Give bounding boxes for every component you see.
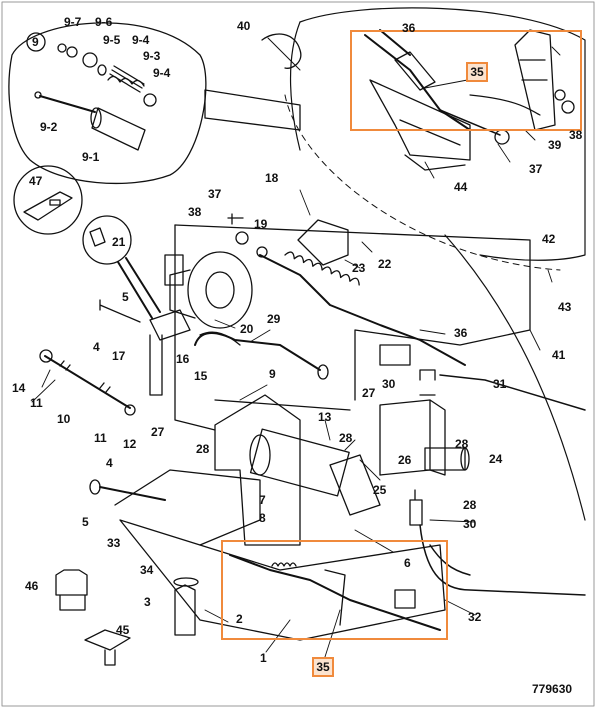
label-8: 8 xyxy=(259,511,266,525)
label-9-3: 9-3 xyxy=(143,49,161,63)
label-44: 44 xyxy=(454,180,468,194)
label-41: 41 xyxy=(552,348,566,362)
highlighted-label-35-top[interactable]: 35 xyxy=(466,62,488,82)
label-45: 45 xyxy=(116,623,130,637)
label-7: 7 xyxy=(259,493,266,507)
label-39: 39 xyxy=(548,138,562,152)
label-11b: 11 xyxy=(94,431,107,445)
label-27b: 27 xyxy=(362,386,376,400)
label-30a: 30 xyxy=(382,377,396,391)
label-9-4b: 9-4 xyxy=(153,66,171,80)
label-4: 4 xyxy=(93,340,100,354)
label-15: 15 xyxy=(194,369,208,383)
label-37-top: 37 xyxy=(529,162,543,176)
label-36: 36 xyxy=(454,326,468,340)
label-28a: 28 xyxy=(196,442,210,456)
label-28b: 28 xyxy=(339,431,353,445)
label-36-top: 36 xyxy=(402,21,416,35)
label-9-4a: 9-4 xyxy=(132,33,150,47)
label-37: 37 xyxy=(208,187,222,201)
label-13: 13 xyxy=(318,410,332,424)
label-16: 16 xyxy=(176,352,190,366)
pipe-29 xyxy=(195,333,320,370)
detail-47-circle xyxy=(14,166,82,234)
label-9-7: 9-7 xyxy=(64,15,82,29)
label-6: 6 xyxy=(404,556,411,570)
label-25: 25 xyxy=(373,483,387,497)
top-plate xyxy=(205,90,300,130)
label-28d: 28 xyxy=(463,498,477,512)
label-10: 10 xyxy=(57,412,71,426)
label-27a: 27 xyxy=(151,425,165,439)
kit-cylinder xyxy=(92,108,145,150)
label-46: 46 xyxy=(25,579,39,593)
rod-10 xyxy=(45,356,130,408)
label-30b: 30 xyxy=(463,517,477,531)
highlight-box-bottom xyxy=(221,540,448,640)
label-2: 2 xyxy=(236,612,243,626)
label-21: 21 xyxy=(112,235,126,249)
figure-number: 779630 xyxy=(532,682,573,696)
pipe-31 xyxy=(440,375,585,410)
fitting-46 xyxy=(56,570,87,610)
label-5: 5 xyxy=(122,290,129,304)
label-38-top: 38 xyxy=(569,128,583,142)
label-9b: 9 xyxy=(269,367,276,381)
label-32: 32 xyxy=(468,610,482,624)
label-9: 9 xyxy=(32,35,39,49)
label-28c: 28 xyxy=(455,437,469,451)
label-23: 23 xyxy=(352,261,366,275)
label-29: 29 xyxy=(267,312,281,326)
label-31: 31 xyxy=(493,377,507,391)
bracket-6 xyxy=(115,470,260,545)
highlighted-label-35-bottom[interactable]: 35 xyxy=(312,657,334,677)
label-9-1: 9-1 xyxy=(82,150,100,164)
label-42: 42 xyxy=(542,232,556,246)
label-40: 40 xyxy=(237,19,251,33)
label-5b: 5 xyxy=(82,515,89,529)
label-24: 24 xyxy=(489,452,503,466)
label-33: 33 xyxy=(107,536,121,550)
label-20: 20 xyxy=(240,322,254,336)
label-22: 22 xyxy=(378,257,392,271)
label-43: 43 xyxy=(558,300,572,314)
label-9-5: 9-5 xyxy=(103,33,121,47)
label-11a: 11 xyxy=(30,396,43,410)
label-17: 17 xyxy=(112,349,126,363)
label-18: 18 xyxy=(265,171,279,185)
label-38: 38 xyxy=(188,205,202,219)
label-47: 47 xyxy=(29,174,43,188)
label-34: 34 xyxy=(140,563,154,577)
motor-20 xyxy=(188,252,252,328)
label-4b: 4 xyxy=(106,456,113,470)
label-3: 3 xyxy=(144,595,151,609)
label-26: 26 xyxy=(398,453,412,467)
label-1: 1 xyxy=(260,651,267,665)
label-14: 14 xyxy=(12,381,26,395)
main-plate xyxy=(175,225,530,400)
label-9-2: 9-2 xyxy=(40,120,58,134)
label-9-6: 9-6 xyxy=(95,15,113,29)
label-19: 19 xyxy=(254,217,268,231)
label-12: 12 xyxy=(123,437,137,451)
actuator-18 xyxy=(298,220,348,265)
bracket-17 xyxy=(150,335,162,395)
spring-23 xyxy=(285,250,361,285)
